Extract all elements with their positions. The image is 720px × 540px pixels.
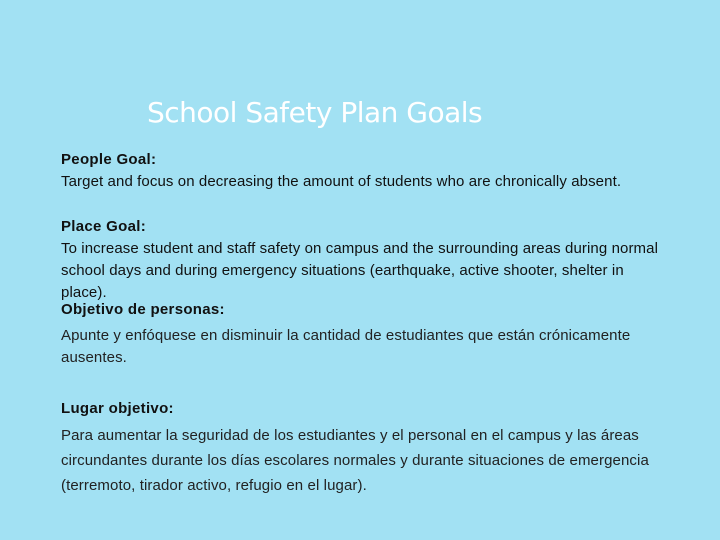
objetivo-personas-text: Apunte y enfóquese en disminuir la cantidad de estudiantes que están crónicamente ausentes. xyxy=(61,327,631,366)
lugar-objetivo-text: Para aumentar la seguridad de los estudiantes y el personal en el campus y las áreas circundantes durante los días escolares normales y durante situaciones de emergencia (terremoto, tirador activo, refugio en el lugar). xyxy=(61,427,649,494)
people-goal-text: Target and focus on decreasing the amount of students who are chronically absent. xyxy=(61,173,622,190)
people-goal-label: People Goal: xyxy=(61,151,157,168)
slide-title: School Safety Plan Goals xyxy=(147,96,483,129)
place-goal-section xyxy=(61,218,661,304)
objetivo-personas-label: Objetivo de personas: xyxy=(61,301,225,318)
objetivo-personas-section xyxy=(61,301,661,369)
lugar-objetivo-section xyxy=(61,400,661,498)
place-goal-label: Place Goal: xyxy=(61,218,147,235)
people-goal-section xyxy=(61,151,661,193)
place-goal-text: To increase student and staff safety on campus and the surrounding areas during normal school days and during emergency situations (earthquake, active shooter, shelter in place). xyxy=(61,240,659,301)
lugar-objetivo-label: Lugar objetivo: xyxy=(61,400,174,417)
